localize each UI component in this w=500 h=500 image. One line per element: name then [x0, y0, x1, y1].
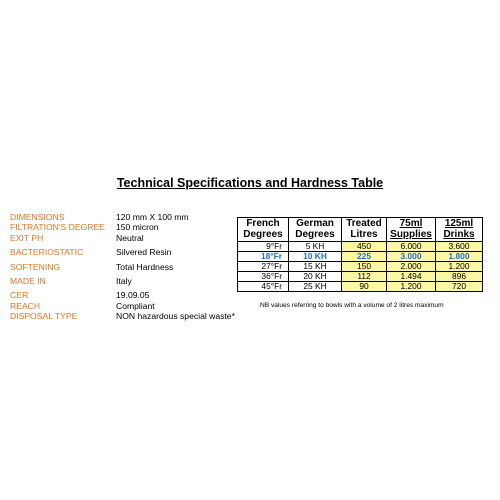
spec-row-exit-ph — [10, 233, 248, 243]
spec-row-made-in — [10, 276, 248, 286]
table-cell: 3.600 — [436, 242, 483, 252]
table-cell: 112 — [342, 272, 387, 282]
spec-label: REACH — [10, 300, 41, 311]
table-cell: 1.800 — [436, 252, 483, 262]
table-row — [238, 272, 483, 282]
spec-label: CER — [10, 290, 29, 301]
spec-row-filtration — [10, 222, 248, 232]
table-cell: 1.494 — [387, 272, 436, 282]
spec-row-softening — [10, 262, 248, 272]
page-title: Technical Specifications and Hardness Table — [116, 176, 384, 190]
spec-value: 150 micron — [116, 222, 159, 233]
table-cell: 3.000 — [387, 252, 436, 262]
table-cell: 27°Fr — [238, 262, 289, 272]
table-row — [238, 262, 483, 272]
spec-value: Total Hardness — [116, 261, 174, 272]
table-cell: 1.200 — [436, 262, 483, 272]
table-cell: 5 KH — [289, 242, 342, 252]
table-row-highlighted — [238, 252, 483, 262]
table-cell: 896 — [436, 272, 483, 282]
header-treated-litres: Treated Litres — [342, 218, 387, 242]
footnote: NB values referring to bowls with a volume of 2 litres maximum — [260, 302, 444, 309]
spec-value: 19.09.05 — [116, 290, 150, 301]
spec-row-cer — [10, 290, 248, 300]
table-cell: 10 KH — [289, 252, 342, 262]
spec-label: MADE IN — [10, 276, 46, 287]
table-cell: 20 KH — [289, 272, 342, 282]
table-row — [238, 242, 483, 252]
spec-row-reach — [10, 301, 248, 311]
spec-label: FILTRATION'S DEGREE — [10, 222, 105, 233]
spec-row-dimensions — [10, 212, 248, 222]
spec-label: DIMENSIONS — [10, 212, 65, 222]
spec-row-disposal — [10, 311, 248, 321]
specs-list — [10, 212, 248, 322]
spec-value: 120 mm X 100 mm — [116, 212, 189, 222]
table-cell: 9°Fr — [238, 242, 289, 252]
table-cell: 150 — [342, 262, 387, 272]
spec-label: BACTERIOSTATIC — [10, 247, 84, 258]
hardness-table — [237, 217, 483, 292]
table-cell: 18°Fr — [238, 252, 289, 262]
table-cell: 45°Fr — [238, 282, 289, 292]
table-cell: 720 — [436, 282, 483, 292]
table-cell: 225 — [342, 252, 387, 262]
table-cell: 2.000 — [387, 262, 436, 272]
table-cell: 25 KH — [289, 282, 342, 292]
spec-row-bacteriostatic — [10, 247, 248, 257]
table-cell: 15 KH — [289, 262, 342, 272]
spec-value: Compliant — [116, 300, 155, 311]
header-125ml-drinks: 125ml Drinks — [436, 218, 483, 242]
header-75ml-supplies: 75ml Supplies — [387, 218, 436, 242]
spec-label: SOFTENING — [10, 261, 61, 272]
spec-value: Neutral — [116, 232, 144, 243]
spec-label: DISPOSAL TYPE — [10, 311, 78, 322]
spec-label: EXIT PH — [10, 232, 44, 243]
spec-value: Italy — [116, 276, 132, 287]
table-row — [238, 282, 483, 292]
header-french-degrees: French Degrees — [238, 218, 289, 242]
table-cell: 90 — [342, 282, 387, 292]
spec-value: NON hazardous special waste* — [116, 311, 235, 322]
table-cell: 6.000 — [387, 242, 436, 252]
header-german-degrees: German Degrees — [289, 218, 342, 242]
table-cell: 450 — [342, 242, 387, 252]
spec-value: Silvered Resin — [116, 247, 172, 258]
table-header-row — [238, 218, 483, 242]
table-cell: 1.200 — [387, 282, 436, 292]
table-cell: 36°Fr — [238, 272, 289, 282]
